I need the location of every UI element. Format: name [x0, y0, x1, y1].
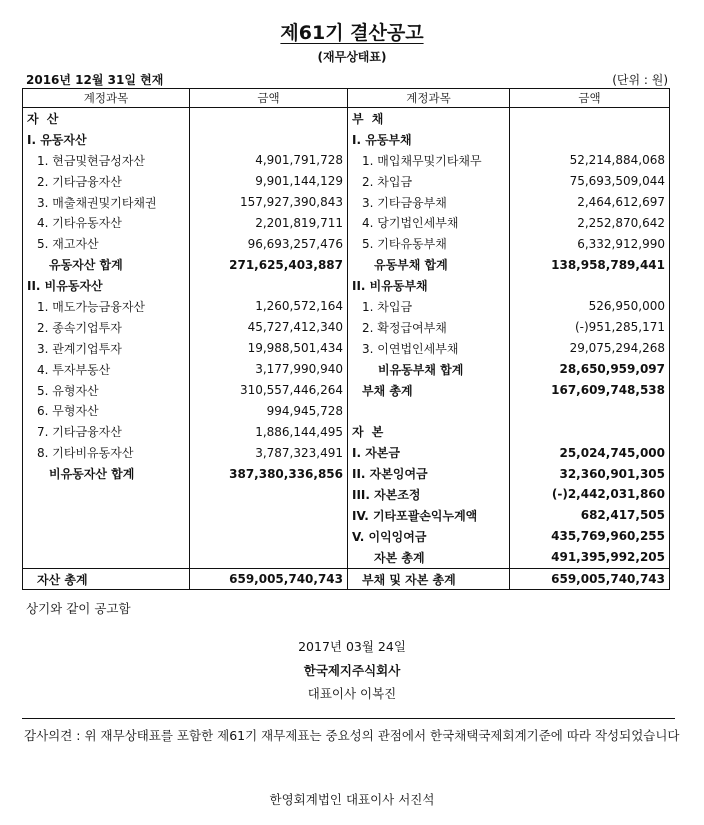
- table-header-row: [23, 89, 670, 108]
- account-right: 4. 당기법인세부채: [348, 212, 510, 233]
- account-left: 3. 매출채권및기타채권: [23, 192, 190, 213]
- table-row: [23, 317, 670, 338]
- table-row: [23, 547, 670, 568]
- account-right: 3. 기타금융부채: [348, 192, 510, 213]
- account-left: 8. 기타비유동자산: [23, 442, 190, 463]
- table-row: [23, 254, 670, 275]
- account-left: 5. 유형자산: [23, 380, 190, 401]
- table-row: [23, 359, 670, 380]
- table-row: [23, 568, 670, 590]
- account-left: I. 유동자산: [23, 129, 190, 150]
- table-row: [23, 421, 670, 442]
- audit-opinion: 감사의견 : 위 재무상태표를 포함한 제61기 재무제표는 중요성의 관점에서 한국채택국제회계기준에 따라 작성되었습니다: [24, 728, 680, 743]
- account-left: 2. 기타금융자산: [23, 171, 190, 192]
- divider: [22, 718, 675, 719]
- amount-right: 2,252,870,642: [510, 212, 670, 233]
- account-right: V. 이익잉여금: [348, 526, 510, 547]
- account-left: 1. 매도가능금융자산: [23, 296, 190, 317]
- amount-left: 659,005,740,743: [190, 568, 348, 590]
- amount-left: 2,201,819,711: [190, 212, 348, 233]
- amount-right: 435,769,960,255: [510, 526, 670, 547]
- amount-left: [190, 275, 348, 296]
- ceo-name: 대표이사 이복진: [307, 686, 397, 701]
- amount-right: [510, 108, 670, 129]
- account-left: [23, 505, 190, 526]
- account-left: 5. 재고자산: [23, 233, 190, 254]
- account-right: I. 자본금: [348, 442, 510, 463]
- account-left: 3. 관계기업투자: [23, 338, 190, 359]
- amount-left: 994,945,728: [190, 400, 348, 421]
- amount-right: 32,360,901,305: [510, 463, 670, 484]
- account-left: [23, 526, 190, 547]
- table-row: [23, 484, 670, 505]
- table-row: [23, 212, 670, 233]
- amount-left: 3,177,990,940: [190, 359, 348, 380]
- amount-right: [510, 421, 670, 442]
- account-right: II. 자본잉여금: [348, 463, 510, 484]
- header-account-right: 계정과목: [348, 89, 510, 108]
- as-of-date: 2016년 12월 31일 현재: [26, 73, 164, 87]
- account-left: [23, 547, 190, 568]
- amount-right: 29,075,294,268: [510, 338, 670, 359]
- header-amount-left: 금액: [190, 89, 348, 108]
- auditor-name: 한영회계법인 대표이사 서진석: [269, 792, 435, 807]
- account-right: III. 자본조정: [348, 484, 510, 505]
- amount-left: 1,886,144,495: [190, 421, 348, 442]
- amount-right: 2,464,612,697: [510, 192, 670, 213]
- account-right: 2. 확정급여부채: [348, 317, 510, 338]
- amount-right: 75,693,509,044: [510, 171, 670, 192]
- table-row: [23, 150, 670, 171]
- amount-right: 167,609,748,538: [510, 380, 670, 401]
- amount-right: (-)951,285,171: [510, 317, 670, 338]
- account-left: 4. 투자부동산: [23, 359, 190, 380]
- table-row: [23, 442, 670, 463]
- amount-left: 310,557,446,264: [190, 380, 348, 401]
- table-row: [23, 233, 670, 254]
- table-row: [23, 505, 670, 526]
- notice-statement: 상기와 같이 공고함: [26, 601, 131, 616]
- amount-right: [510, 275, 670, 296]
- header-account-left: 계정과목: [23, 89, 190, 108]
- account-right: 유동부채 합계: [348, 254, 510, 275]
- table-row: [23, 526, 670, 547]
- table-row: [23, 192, 670, 213]
- amount-left: 271,625,403,887: [190, 254, 348, 275]
- account-right: 부채 및 자본 총계: [348, 568, 510, 590]
- account-right: 자 본: [348, 421, 510, 442]
- amount-left: 96,693,257,476: [190, 233, 348, 254]
- table-row: [23, 129, 670, 150]
- account-left: 비유동자산 합계: [23, 463, 190, 484]
- account-left: 1. 현금및현금성자산: [23, 150, 190, 171]
- account-left: II. 비유동자산: [23, 275, 190, 296]
- amount-left: 19,988,501,434: [190, 338, 348, 359]
- header-amount-right: 금액: [510, 89, 670, 108]
- amount-right: 682,417,505: [510, 505, 670, 526]
- amount-left: [190, 547, 348, 568]
- amount-right: 6,332,912,990: [510, 233, 670, 254]
- amount-right: 659,005,740,743: [510, 568, 670, 590]
- account-right: II. 비유동부채: [348, 275, 510, 296]
- table-row: [23, 338, 670, 359]
- account-right: 2. 차입금: [348, 171, 510, 192]
- account-right: 1. 차입금: [348, 296, 510, 317]
- account-right: 3. 이연법인세부채: [348, 338, 510, 359]
- amount-right: 28,650,959,097: [510, 359, 670, 380]
- table-row: [23, 296, 670, 317]
- amount-right: (-)2,442,031,860: [510, 484, 670, 505]
- amount-left: [190, 108, 348, 129]
- amount-left: 387,380,336,856: [190, 463, 348, 484]
- amount-right: 52,214,884,068: [510, 150, 670, 171]
- amount-left: [190, 129, 348, 150]
- amount-right: 138,958,789,441: [510, 254, 670, 275]
- amount-right: 491,395,992,205: [510, 547, 670, 568]
- amount-left: 3,787,323,491: [190, 442, 348, 463]
- unit-label: (단위 : 원): [612, 73, 668, 87]
- account-left: [23, 484, 190, 505]
- amount-left: 1,260,572,164: [190, 296, 348, 317]
- table-row: [23, 171, 670, 192]
- table-row: [23, 380, 670, 401]
- amount-right: 526,950,000: [510, 296, 670, 317]
- account-right: IV. 기타포괄손익누계액: [348, 505, 510, 526]
- account-right: 자본 총계: [348, 547, 510, 568]
- account-left: 6. 무형자산: [23, 400, 190, 421]
- account-right: 부 채: [348, 108, 510, 129]
- table-row: [23, 463, 670, 484]
- amount-left: 157,927,390,843: [190, 192, 348, 213]
- amount-left: 4,901,791,728: [190, 150, 348, 171]
- table-row: [23, 400, 670, 421]
- account-left: 7. 기타금융자산: [23, 421, 190, 442]
- account-right: 부채 총계: [348, 380, 510, 401]
- publish-date: 2017년 03월 24일: [298, 639, 406, 654]
- account-left: 유동자산 합계: [23, 254, 190, 275]
- balance-sheet-table: [22, 88, 670, 590]
- account-left: 자산 총계: [23, 568, 190, 590]
- table-row: [23, 108, 670, 129]
- account-right: 비유동부채 합계: [348, 359, 510, 380]
- amount-right: [510, 129, 670, 150]
- amount-right: 25,024,745,000: [510, 442, 670, 463]
- notice-title: 제61기 결산공고: [280, 22, 424, 44]
- table-row: [23, 275, 670, 296]
- account-right: [348, 400, 510, 421]
- amount-left: 45,727,412,340: [190, 317, 348, 338]
- account-left: 2. 종속기업투자: [23, 317, 190, 338]
- notice-subtitle: (재무상태표): [317, 50, 387, 64]
- amount-right: [510, 400, 670, 421]
- company-name: 한국제지주식회사: [303, 663, 401, 678]
- account-right: 5. 기타유동부채: [348, 233, 510, 254]
- account-left: 자 산: [23, 108, 190, 129]
- amount-left: [190, 484, 348, 505]
- amount-left: [190, 526, 348, 547]
- amount-left: [190, 505, 348, 526]
- amount-left: 9,901,144,129: [190, 171, 348, 192]
- account-right: I. 유동부채: [348, 129, 510, 150]
- account-right: 1. 매입채무및기타채무: [348, 150, 510, 171]
- account-left: 4. 기타유동자산: [23, 212, 190, 233]
